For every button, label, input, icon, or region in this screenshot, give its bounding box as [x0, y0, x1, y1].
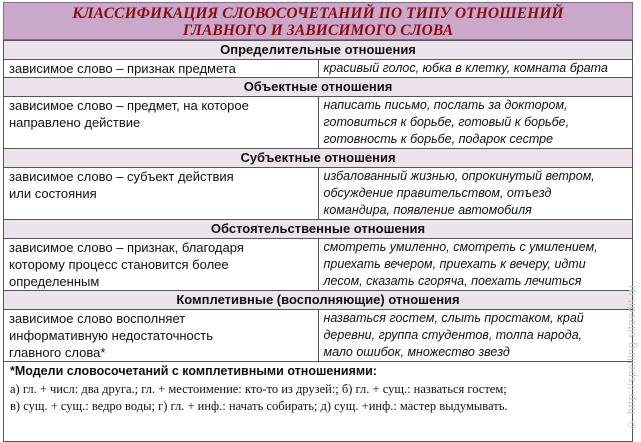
- example-line: деревни, группа студентов, толпа народа,: [323, 328, 583, 342]
- relation-description: [4, 60, 319, 78]
- relation-examples: [318, 239, 633, 291]
- footnote-title: *Модели словосочетаний с комплетивными отношениями:: [10, 364, 377, 378]
- description-line: зависимое слово – признак, благодаря: [9, 240, 244, 255]
- example-line: приехать вечером, приехать к вечеру, идти: [323, 257, 586, 271]
- description-line: направлено действие: [9, 115, 141, 130]
- section-header-row: [4, 291, 633, 310]
- section-heading: Обстоятельственные отношения: [4, 220, 633, 239]
- footnote: [3, 362, 633, 442]
- section-content-row: [4, 168, 633, 220]
- section-header-row: [4, 220, 633, 239]
- relation-description: [4, 239, 319, 291]
- section-heading: Определительные отношения: [4, 41, 633, 60]
- section-content-row: [4, 97, 633, 149]
- description-line: зависимое слово восполняет: [9, 311, 186, 326]
- classification-table: [3, 40, 633, 362]
- example-line: обсуждение правительством, отъезд: [323, 186, 552, 200]
- description-line: информативную недостаточность: [9, 328, 213, 343]
- description-line: зависимое слово – признак предмета: [9, 61, 236, 76]
- relation-examples: [318, 97, 633, 149]
- title-line-1: КЛАССИФИКАЦИЯ СЛОВОСОЧЕТАНИЙ ПО ТИПУ ОТНОШЕНИЙ: [72, 5, 564, 22]
- example-line: мало ошибок, множество звезд: [323, 345, 510, 359]
- example-line: красивый голос, юбка в клетку, комната брата: [323, 61, 608, 75]
- description-line: зависимое слово – субъект действия: [9, 169, 234, 184]
- example-line: смотреть умиленно, смотреть с умилением,: [323, 240, 598, 254]
- section-header-row: [4, 78, 633, 97]
- relation-description: [4, 310, 319, 362]
- example-line: написать письмо, послать за доктором,: [323, 98, 568, 112]
- example-line: готовиться к борьбе, готовый к борьбе,: [323, 115, 570, 129]
- description-line: главного слова*: [9, 345, 106, 360]
- section-content-row: [4, 60, 633, 78]
- example-line: лесом, сказать сгоряча, поехать лечиться: [323, 274, 582, 288]
- description-line: зависимое слово – предмет, на которое: [9, 98, 249, 113]
- example-line: командира, появление автомобиля: [323, 203, 532, 217]
- footnote-line-2: в) сущ. + сущ.: ведро воды; г) гл. + инф.: начать собирать; д) сущ. +инф.: мастер выдумывать.: [10, 399, 508, 413]
- example-line: готовность к борьбе, подарок сестре: [323, 132, 554, 146]
- section-heading: Субъектные отношения: [4, 149, 633, 168]
- classification-sheet: [3, 2, 633, 430]
- relation-examples: [318, 168, 633, 220]
- relation-description: [4, 97, 319, 149]
- relation-examples: [318, 310, 633, 362]
- description-line: или состояния: [9, 186, 97, 201]
- section-content-row: [4, 239, 633, 291]
- example-line: назваться гостем, слыть простаком, край: [323, 311, 584, 325]
- section-heading: Объектные отношения: [4, 78, 633, 97]
- section-header-row: [4, 41, 633, 60]
- footnote-line-1: а) гл. + числ: два друга.; гл. + местоимение: кто-то из друзей:; б) гл. + сущ.: назваться гостем;: [10, 381, 507, 396]
- site-watermark: © http://spelling.siteedit.ru: [626, 284, 638, 430]
- title-line-2: ГЛАВНОГО И ЗАВИСИМОГО СЛОВА: [182, 22, 454, 39]
- example-line: избалованный жизнью, опрокинутый ветром,: [323, 169, 595, 183]
- relation-examples: [318, 60, 633, 78]
- section-heading: Комплетивные (восполняющие) отношения: [4, 291, 633, 310]
- page-title: [3, 2, 633, 40]
- relation-description: [4, 168, 319, 220]
- section-content-row: [4, 310, 633, 362]
- description-line: которому процесс становится более: [9, 257, 229, 272]
- description-line: определенным: [9, 274, 100, 289]
- section-header-row: [4, 149, 633, 168]
